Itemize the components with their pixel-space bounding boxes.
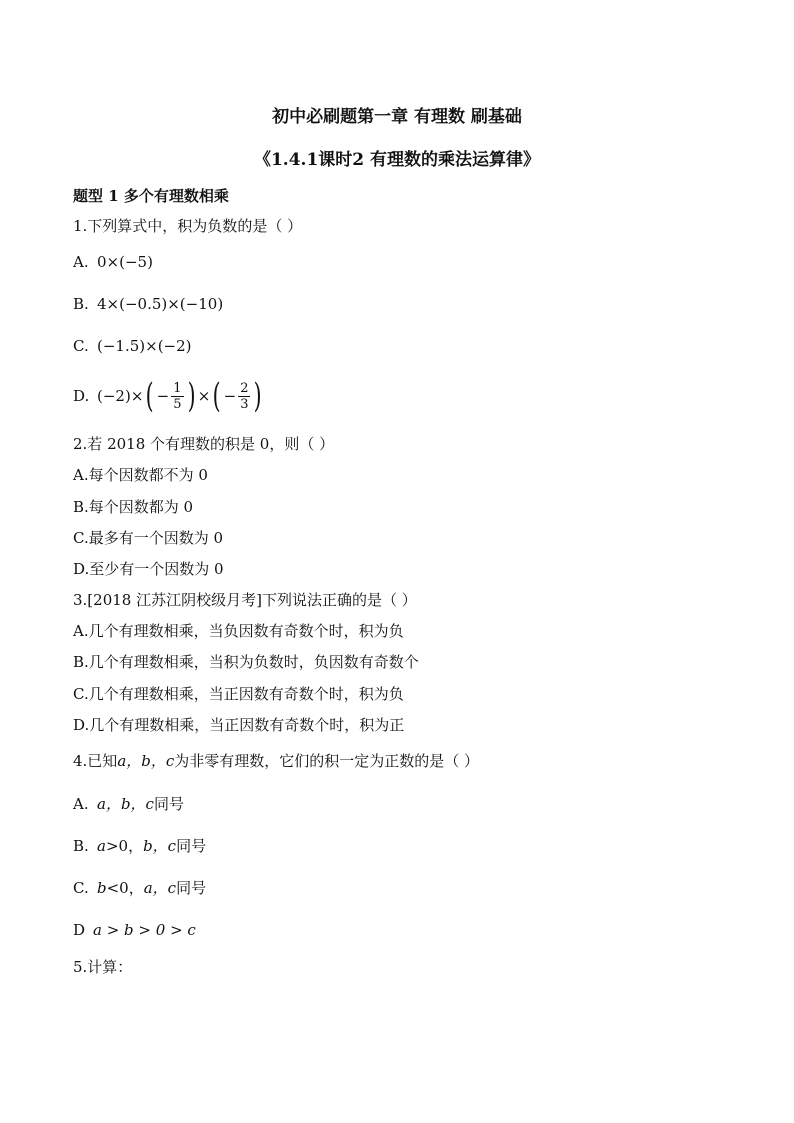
question-3-option-c: C.几个有理数相乘，当正因数有奇数个时，积为负: [73, 685, 404, 703]
question-2-option-a: A.每个因数都不为 0: [73, 466, 208, 484]
option-label: D.: [73, 387, 90, 405]
times-sign: ×: [197, 387, 211, 405]
page-title: 初中必刷题第一章 有理数 刷基础: [272, 107, 522, 127]
option-label: C.: [73, 337, 89, 355]
question-1-option-a: [73, 252, 153, 272]
question-4-option-d: D a > b > 0 > c: [73, 921, 196, 939]
minus-sign: −: [223, 387, 237, 405]
question-4-option-a: A. a，b，c 同号: [73, 795, 184, 813]
question-2-stem: 2.若 2018 个有理数的积是 0，则（ ）: [73, 435, 335, 453]
fraction-two-thirds: $\frac{2}{3}$: [240, 380, 249, 412]
option-expression: 0×(−5): [97, 253, 153, 271]
question-4-stem: 4.已知a，b，c为非零有理数，它们的积一定为正数的是（ ）: [73, 752, 480, 770]
question-3-stem: 3.[2018 江苏江阴校级月考]下列说法正确的是（ ）: [73, 591, 417, 609]
right-paren-glyph: ): [254, 376, 263, 416]
question-2-option-d: D.至少有一个因数为 0: [73, 560, 224, 578]
right-paren-glyph: ): [187, 376, 196, 416]
option-expression-prefix: (−2)×: [97, 387, 144, 405]
option-expression: (−1.5)×(−2): [97, 337, 192, 355]
option-expression: 4×(−0.5)×(−10): [97, 295, 224, 313]
option-label: B.: [73, 295, 89, 313]
left-paren-glyph: (: [146, 376, 155, 416]
question-1-option-d: [73, 375, 265, 417]
option-label: A.: [73, 253, 89, 271]
question-3-option-b: B.几个有理数相乘，当积为负数时，负因数有奇数个: [73, 653, 419, 671]
question-2-option-b: B.每个因数都为 0: [73, 498, 194, 516]
fraction-one-fifth: $\frac{1}{5}$: [173, 380, 182, 412]
section-heading: 题型 1 多个有理数相乘: [73, 187, 229, 205]
question-3-option-a: A.几个有理数相乘，当负因数有奇数个时，积为负: [73, 622, 404, 640]
question-3-option-d: D.几个有理数相乘，当正因数有奇数个时，积为正: [73, 716, 405, 734]
question-5-stem: 5.计算：: [73, 958, 133, 976]
variables: a，b，c: [117, 752, 175, 770]
question-4-option-c: C. b <0， a，c 同号: [73, 879, 207, 897]
minus-sign: −: [156, 387, 170, 405]
page-subtitle: 《1.4.1课时2 有理数的乘法运算律》: [253, 150, 541, 170]
question-2-option-c: C.最多有一个因数为 0: [73, 529, 224, 547]
question-1-option-c: [73, 336, 192, 356]
question-4-option-b: B. a >0， b，c 同号: [73, 837, 207, 855]
question-1-option-b: [73, 294, 223, 314]
left-paren-glyph: (: [213, 376, 221, 416]
question-1-stem: 1.下列算式中，积为负数的是（ ）: [73, 217, 303, 235]
